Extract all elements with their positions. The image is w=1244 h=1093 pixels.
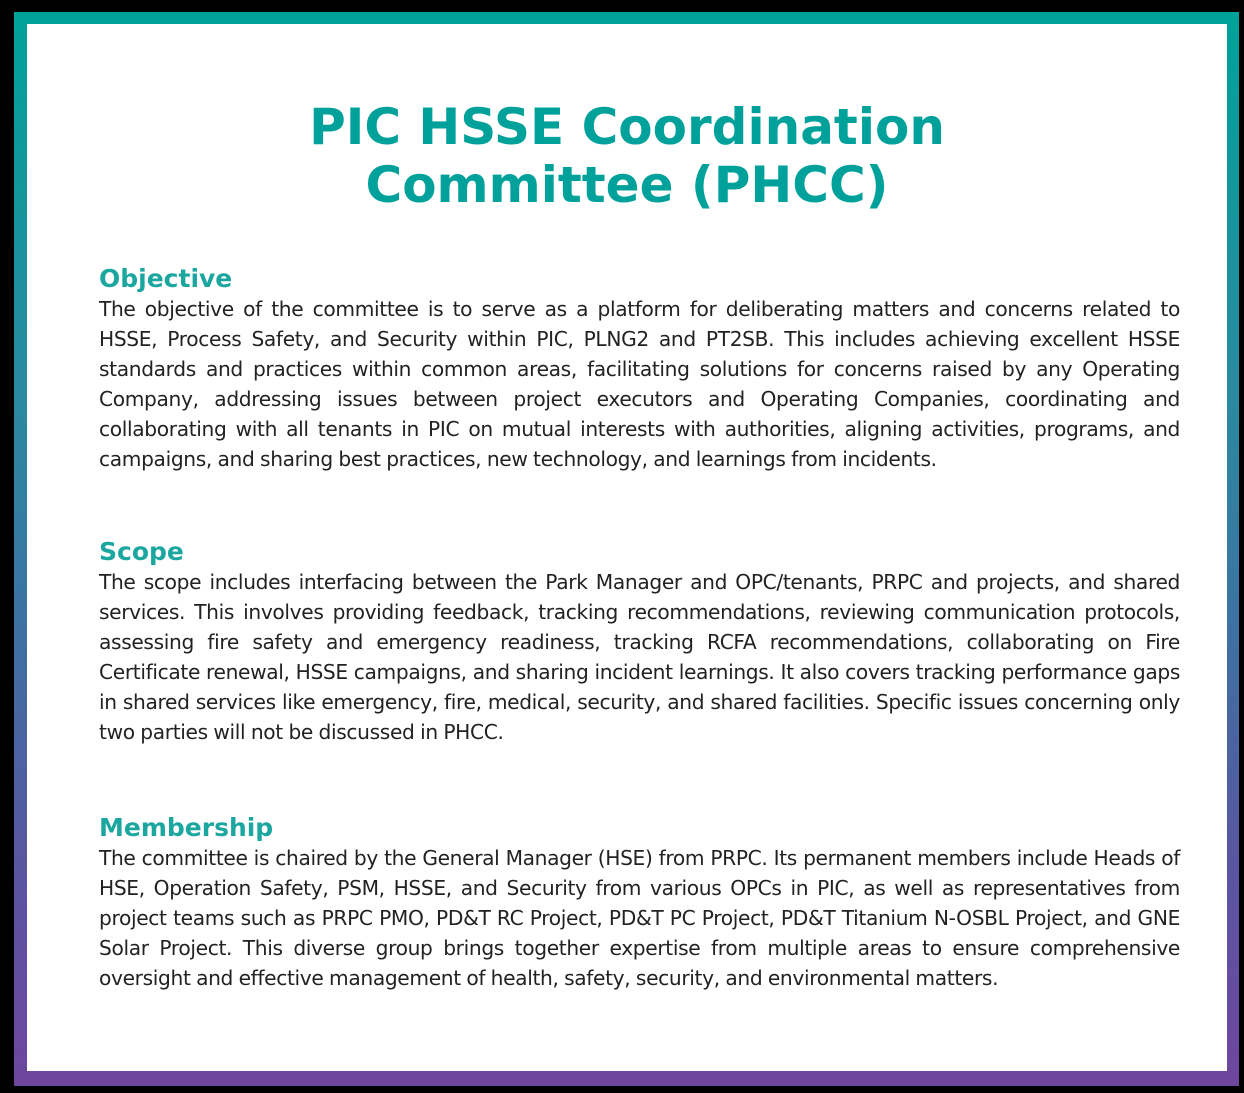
gradient-border-frame [14, 12, 1239, 1086]
section-body: The scope includes interfacing between the Park Manager and OPC/tenants, PRPC and projects, and shared services. This involves providing feedback, tracking recommendations, reviewing communication protocols, assessing fire safety and emergency readiness, tracking RCFA recommendations, collaborating on Fire Certificate renewal, HSSE campaigns, and sharing incident learnings. It also covers tracking performance gaps in shared services like emergency, fire, medical, security, and shared facilities. Specific issues concerning only two parties will not be discussed in PHCC. [99, 570, 1180, 744]
title-line-1: PIC HSSE Coordination [309, 98, 945, 156]
title-line-2: Committee (PHCC) [365, 156, 889, 214]
content-card [27, 24, 1227, 1071]
section-objective [99, 264, 1180, 474]
section-scope [99, 537, 1180, 747]
section-membership [99, 813, 1180, 993]
section-body: The objective of the committee is to serve as a platform for deliberating matters and concerns related to HSSE, Process Safety, and Security within PIC, PLNG2 and PT2SB. This includes achieving excellent HSSE standards and practices within common areas, facilitating solutions for concerns raised by any Operating Company, addressing issues between project executors and Operating Companies, coordinating and collaborating with all tenants in PIC on mutual interests with authorities, aligning activities, programs, and campaigns, and sharing best practices, new technology, and learnings from incidents. [99, 297, 1180, 471]
section-body: The committee is chaired by the General Manager (HSE) from PRPC. Its permanent members include Heads of HSE, Operation Safety, PSM, HSSE, and Security from various OPCs in PIC, as well as representatives from project teams such as PRPC PMO, PD&T RC Project, PD&T PC Project, PD&T Titanium N-OSBL Project, and GNE Solar Project. This diverse group brings together expertise from multiple areas to ensure comprehensive oversight and effective management of health, safety, security, and environmental matters. [99, 846, 1180, 990]
section-heading: Objective [99, 264, 233, 293]
section-heading: Scope [99, 537, 184, 566]
page-title [27, 98, 1227, 214]
section-heading: Membership [99, 813, 274, 842]
